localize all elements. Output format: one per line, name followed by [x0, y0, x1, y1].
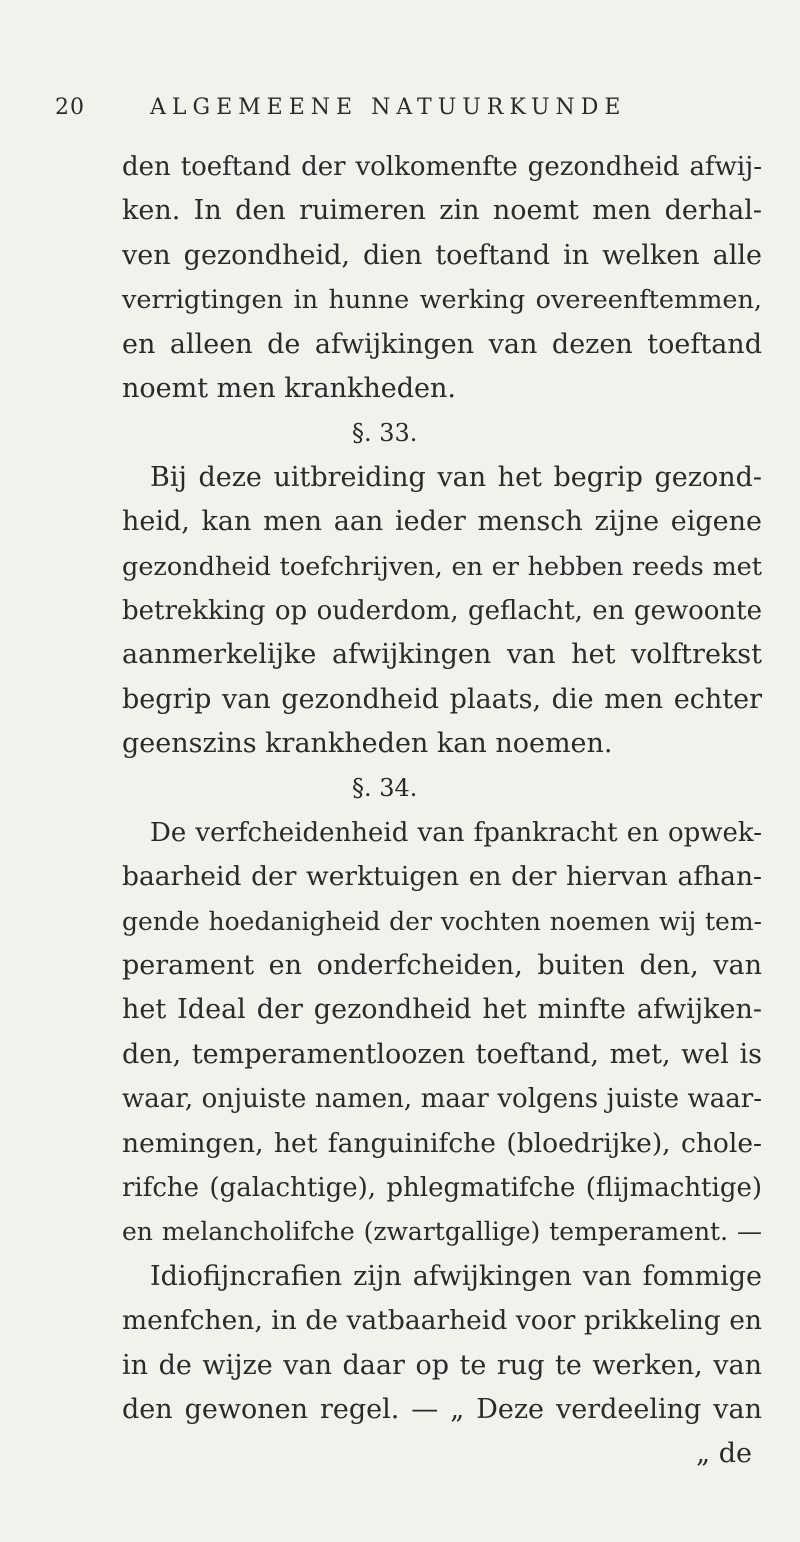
text-line: nemingen, het fanguinifche (bloedrijke), chole-: [122, 1127, 762, 1159]
text-line: den toeftand der volkomenfte gezondheid afwij-: [122, 152, 762, 182]
text-line: rifche (galachtige), phlegmatifche (flijmachtige): [122, 1172, 762, 1203]
text-line: gezondheid toefchrijven, en er hebben reeds met: [122, 551, 762, 582]
text-line: en alleen de afwijkingen van dezen toeftand: [122, 328, 762, 360]
section-heading: §. 34.: [352, 774, 418, 803]
text-line: het Ideal der gezondheid het minfte afwijken-: [122, 994, 762, 1026]
catchword: „ de: [696, 1438, 752, 1470]
text-line: waar, onjuiste namen, maar volgens juiste waar-: [122, 1084, 762, 1115]
section-heading: §. 33.: [352, 419, 418, 448]
text-line: verrigtingen in hunne werking overeenftemmen,: [122, 285, 762, 316]
body-text: [122, 145, 762, 1477]
page-header: [55, 95, 755, 135]
text-line: noemt men krankheden.: [122, 372, 456, 404]
text-line: gende hoedanigheid der vochten noemen wij tem-: [122, 906, 762, 936]
text-line: Bij deze uitbreiding van het begrip gezond-: [150, 461, 762, 493]
running-head: ALGEMEENE NATUURKUNDE: [150, 95, 627, 120]
text-line: Idiofijncrafien zijn afwijkingen van fommige: [150, 1260, 762, 1292]
text-line: De verfcheidenheid van fpankracht en opwek-: [150, 817, 762, 848]
text-line: geenszins krankheden kan noemen.: [122, 728, 613, 760]
text-line: ven gezondheid, dien toeftand in welken alle: [122, 239, 762, 271]
text-line: perament en onderfcheiden, buiten den, van: [122, 950, 762, 982]
text-line: aanmerkelijke afwijkingen van het volftrekst: [122, 639, 762, 671]
text-line: begrip van gezondheid plaats, die men echter: [122, 683, 762, 715]
text-line: den, temperamentloozen toeftand, met, wel is: [122, 1038, 762, 1070]
page-number: 20: [55, 95, 85, 120]
text-line: menfchen, in de vatbaarheid voor prikkeling en: [122, 1305, 762, 1337]
text-line: betrekking op ouderdom, geflacht, en gewoonte: [122, 595, 762, 626]
text-line: heid, kan men aan ieder mensch zijne eigene: [122, 506, 762, 538]
text-line: en melancholifche (zwartgallige) temperament. —: [122, 1217, 762, 1247]
text-line: ken. In den ruimeren zin noemt men derhal-: [122, 195, 762, 227]
text-line: in de wijze van daar op te rug te werken, van: [122, 1349, 762, 1381]
text-line: den gewonen regel. — „ Deze verdeeling van: [122, 1393, 762, 1425]
text-line: baarheid der werktuigen en der hiervan afhan-: [122, 861, 762, 893]
